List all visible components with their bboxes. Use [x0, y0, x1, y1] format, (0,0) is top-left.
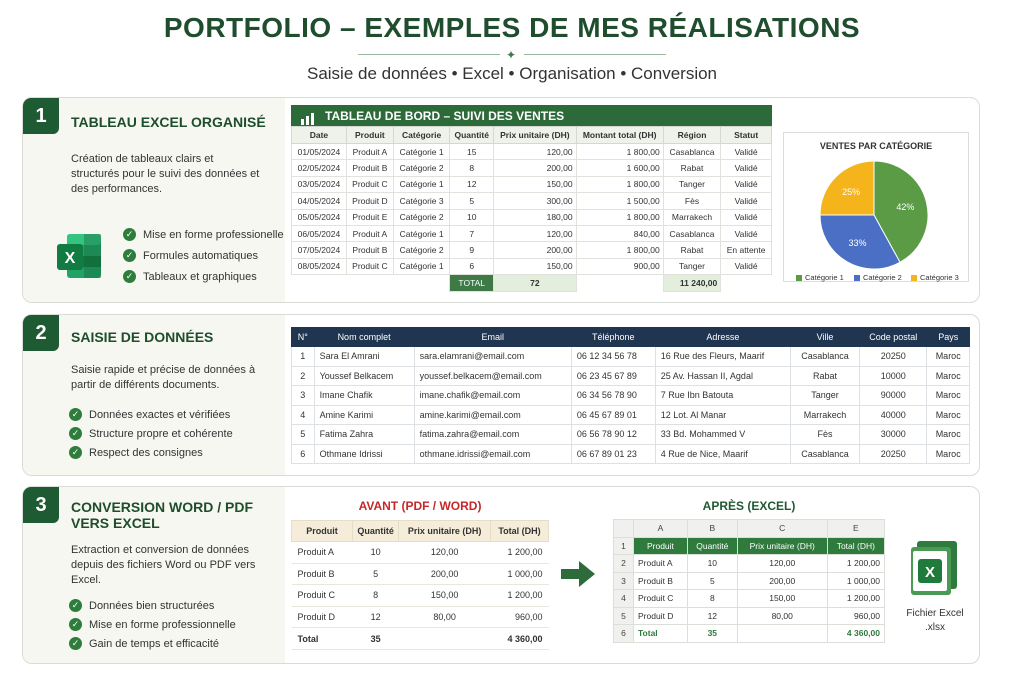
- check-icon: ✓: [69, 408, 82, 421]
- table-cell: 01/05/2024: [292, 144, 347, 160]
- col-header: Téléphone: [571, 328, 655, 347]
- table-cell: Casablanca: [663, 144, 721, 160]
- table-cell: youssef.belkacem@email.com: [414, 366, 571, 386]
- excel-file-icon: [905, 539, 965, 606]
- table-cell: 5: [292, 425, 315, 445]
- table-cell: Validé: [721, 193, 772, 209]
- table-cell: Fatima Zahra: [314, 425, 414, 445]
- table-cell: Produit B: [292, 563, 353, 585]
- table-cell: imane.chafik@email.com: [414, 386, 571, 406]
- table-cell: 90000: [860, 386, 927, 406]
- section-1-sidebar: [23, 98, 285, 302]
- legend-item: Catégorie 3: [911, 273, 959, 282]
- contacts-table: [291, 327, 970, 464]
- table-cell: Maroc: [927, 405, 970, 425]
- section-title: TABLEAU EXCEL ORGANISÉ: [71, 114, 266, 130]
- table-cell: 25 Av. Hassan II, Agdal: [655, 366, 790, 386]
- table-cell: 8: [353, 585, 399, 607]
- table-cell: othmane.idrissi@email.com: [414, 444, 571, 464]
- table-cell: Catégorie 1: [393, 144, 449, 160]
- table-cell: Maroc: [927, 347, 970, 367]
- col-letter: E: [827, 520, 884, 538]
- table-cell: 1 800,00: [576, 144, 663, 160]
- table-cell: 7: [450, 225, 494, 241]
- table-cell: 1 800,00: [576, 209, 663, 225]
- bullet-item: ✓ Données bien structurées: [69, 599, 214, 612]
- row-number: 1: [614, 537, 634, 555]
- table-cell: Tanger: [790, 386, 859, 406]
- col-header: Montant total (DH): [576, 127, 663, 144]
- bullet-item: ✓ Gain de temps et efficacité: [69, 637, 219, 650]
- col-header: Total (DH): [491, 521, 549, 542]
- bullet-item: ✓ Données exactes et vérifiées: [69, 408, 230, 421]
- col-header: Produit: [346, 127, 393, 144]
- total-label: TOTAL: [450, 275, 494, 291]
- table-cell: 6: [450, 258, 494, 274]
- total-row: [292, 275, 772, 291]
- table-cell: Fès: [790, 425, 859, 445]
- table-cell: Youssef Belkacem: [314, 366, 414, 386]
- sales-table: [291, 126, 772, 292]
- section-title-line-1: CONVERSION WORD / PDF: [71, 499, 254, 515]
- table-cell: Rabat: [790, 366, 859, 386]
- table-cell: 07/05/2024: [292, 242, 347, 258]
- table-cell: 20250: [860, 444, 927, 464]
- after-excel-table: [613, 519, 885, 643]
- table-cell: 1 000,00: [827, 572, 884, 590]
- table-cell: 33 Bd. Mohammed V: [655, 425, 790, 445]
- table-cell: 1 200,00: [491, 585, 549, 607]
- table-cell: Catégorie 2: [393, 209, 449, 225]
- table-cell: Maroc: [927, 444, 970, 464]
- svg-text:X: X: [924, 564, 936, 581]
- total-cell: 4 360,00: [491, 628, 549, 650]
- table-cell: 80,00: [399, 606, 491, 628]
- col-header: Nom complet: [314, 328, 414, 347]
- before-label: AVANT (PDF / WORD): [358, 499, 482, 513]
- table-row: [292, 542, 549, 564]
- section-title: SAISIE DE DONNÉES: [71, 329, 214, 345]
- pie-chart: [784, 153, 970, 283]
- page-header: [0, 12, 1024, 44]
- excel-icon: [53, 230, 105, 287]
- table-cell: 12: [450, 176, 494, 192]
- total-row: [292, 628, 549, 650]
- table-cell: 10: [353, 542, 399, 564]
- col-header: Statut: [721, 127, 772, 144]
- table-cell: Rabat: [663, 160, 721, 176]
- table-row: [292, 160, 772, 176]
- table-cell: Maroc: [927, 386, 970, 406]
- col-header: Quantité: [450, 127, 494, 144]
- col-header: Produit: [292, 521, 353, 542]
- table-cell: 180,00: [494, 209, 576, 225]
- table-cell: 1 200,00: [827, 555, 884, 573]
- table-cell: En attente: [721, 242, 772, 258]
- col-header: Prix unitaire (DH): [494, 127, 576, 144]
- col-header: Quantité: [687, 537, 737, 555]
- table-cell: Produit D: [634, 607, 688, 625]
- table-cell: 4: [292, 405, 315, 425]
- table-cell: 900,00: [576, 258, 663, 274]
- section-description: Saisie rapide et précise de données à partir de différents documents.: [71, 364, 256, 391]
- bullet-item: ✓ Formules automatiques: [123, 249, 258, 262]
- table-cell: Casablanca: [663, 225, 721, 241]
- col-header: Ville: [790, 328, 859, 347]
- header-divider-right: [524, 54, 666, 55]
- table-cell: Produit A: [346, 225, 393, 241]
- chart-title: VENTES PAR CATÉGORIE: [819, 141, 933, 151]
- table-row: [614, 590, 885, 608]
- table-cell: 200,00: [494, 160, 576, 176]
- row-number: 6: [614, 625, 634, 643]
- empty-cell: [346, 275, 393, 291]
- table-cell: Rabat: [663, 242, 721, 258]
- total-cell: 4 360,00: [827, 625, 884, 643]
- table-cell: 06 34 56 78 90: [571, 386, 655, 406]
- table-row: [614, 555, 885, 573]
- empty-cell: [576, 275, 663, 291]
- table-cell: Produit C: [292, 585, 353, 607]
- table-cell: 3: [292, 386, 315, 406]
- table-cell: Sara El Amrani: [314, 347, 414, 367]
- check-icon: ✓: [123, 228, 136, 241]
- total-cell: [399, 628, 491, 650]
- section-data-entry: [22, 314, 980, 476]
- row-number: 5: [614, 607, 634, 625]
- table-cell: Imane Chafik: [314, 386, 414, 406]
- table-cell: Produit C: [346, 176, 393, 192]
- table-cell: 1: [292, 347, 315, 367]
- after-label: APRÈS (EXCEL): [702, 499, 796, 513]
- table-row: [292, 405, 970, 425]
- bullet-item: ✓ Tableaux et graphiques: [123, 270, 257, 283]
- table-cell: Tanger: [663, 176, 721, 192]
- table-cell: 06 67 89 01 23: [571, 444, 655, 464]
- total-cell: 35: [687, 625, 737, 643]
- table-cell: 06/05/2024: [292, 225, 347, 241]
- table-cell: 04/05/2024: [292, 193, 347, 209]
- table-cell: Produit A: [346, 144, 393, 160]
- row-number: 3: [614, 572, 634, 590]
- table-row: [614, 572, 885, 590]
- table-cell: 200,00: [494, 242, 576, 258]
- table-cell: 16 Rue des Fleurs, Maarif: [655, 347, 790, 367]
- table-row: [292, 225, 772, 241]
- table-cell: 960,00: [827, 607, 884, 625]
- col-header: Catégorie: [393, 127, 449, 144]
- table-cell: 200,00: [399, 563, 491, 585]
- table-row: [292, 193, 772, 209]
- pie-chart-card: [783, 132, 969, 282]
- table-cell: 2: [292, 366, 315, 386]
- total-cell: [737, 625, 827, 643]
- section-description: Extraction et conversion de données depuis des fichiers Word ou PDF vers Excel.: [71, 544, 256, 586]
- col-letter: C: [737, 520, 827, 538]
- check-icon: ✓: [69, 446, 82, 459]
- table-cell: Produit C: [634, 590, 688, 608]
- table-cell: 7 Rue Ibn Batouta: [655, 386, 790, 406]
- table-cell: 150,00: [494, 258, 576, 274]
- check-icon: ✓: [69, 599, 82, 612]
- table-cell: 1 200,00: [827, 590, 884, 608]
- bullet-item: ✓ Respect des consignes: [69, 446, 203, 459]
- page-subtitle: Saisie de données • Excel • Organisation • Conversion: [306, 64, 718, 83]
- table-cell: Produit B: [346, 160, 393, 176]
- page-title: PORTFOLIO – EXEMPLES DE MES RÉALISATIONS: [163, 12, 861, 43]
- total-row: [614, 625, 885, 643]
- check-icon: ✓: [69, 637, 82, 650]
- table-row: [292, 366, 970, 386]
- svg-text:X: X: [64, 250, 76, 267]
- table-cell: 300,00: [494, 193, 576, 209]
- total-cell: Total: [292, 628, 353, 650]
- col-header: Prix unitaire (DH): [737, 537, 827, 555]
- table-cell: Validé: [721, 225, 772, 241]
- table-cell: 30000: [860, 425, 927, 445]
- table-cell: 4 Rue de Nice, Maarif: [655, 444, 790, 464]
- col-letter: A: [634, 520, 688, 538]
- table-cell: 03/05/2024: [292, 176, 347, 192]
- table-cell: Tanger: [663, 258, 721, 274]
- table-row: [292, 258, 772, 274]
- table-cell: 150,00: [399, 585, 491, 607]
- legend-swatch: [911, 275, 917, 281]
- table-row: [292, 585, 549, 607]
- empty-cell: [393, 275, 449, 291]
- table-cell: 150,00: [494, 176, 576, 192]
- legend-item: Catégorie 1: [796, 273, 844, 282]
- table-row: [292, 209, 772, 225]
- corner-cell: [614, 520, 634, 538]
- section-excel-table: [22, 97, 980, 303]
- table-cell: Produit C: [346, 258, 393, 274]
- table-cell: 6: [292, 444, 315, 464]
- table-cell: 10: [450, 209, 494, 225]
- table-cell: 06 56 78 90 12: [571, 425, 655, 445]
- check-icon: ✓: [69, 618, 82, 631]
- table-cell: 8: [450, 160, 494, 176]
- table-cell: Fès: [663, 193, 721, 209]
- empty-cell: [721, 275, 772, 291]
- table-cell: 200,00: [737, 572, 827, 590]
- table-cell: Catégorie 2: [393, 242, 449, 258]
- col-header: Prix unitaire (DH): [399, 521, 491, 542]
- table-cell: Amine Karimi: [314, 405, 414, 425]
- table-cell: 1 000,00: [491, 563, 549, 585]
- table-cell: 10000: [860, 366, 927, 386]
- table-cell: 960,00: [491, 606, 549, 628]
- col-header: Date: [292, 127, 347, 144]
- excel-header-row: [614, 537, 885, 555]
- table-cell: 06 45 67 89 01: [571, 405, 655, 425]
- table-cell: 120,00: [737, 555, 827, 573]
- check-icon: ✓: [69, 427, 82, 440]
- table-cell: 120,00: [399, 542, 491, 564]
- table-cell: Catégorie 3: [393, 193, 449, 209]
- table-cell: Casablanca: [790, 347, 859, 367]
- table-cell: 1 500,00: [576, 193, 663, 209]
- col-header: Quantité: [353, 521, 399, 542]
- arrow-right-icon: [561, 561, 595, 592]
- table-cell: 08/05/2024: [292, 258, 347, 274]
- row-number: 4: [614, 590, 634, 608]
- section-number: 1: [23, 98, 59, 134]
- table-cell: sara.elamrani@email.com: [414, 347, 571, 367]
- section-number: 3: [23, 487, 59, 523]
- header-divider-left: [358, 54, 500, 55]
- table-cell: Produit B: [346, 242, 393, 258]
- table-cell: 120,00: [494, 225, 576, 241]
- row-number: 2: [614, 555, 634, 573]
- col-header: N°: [292, 328, 315, 347]
- table-row: [614, 607, 885, 625]
- table-cell: Validé: [721, 160, 772, 176]
- table-cell: 80,00: [737, 607, 827, 625]
- table-cell: 8: [687, 590, 737, 608]
- col-header: Email: [414, 328, 571, 347]
- section-title-line-2: VERS EXCEL: [71, 515, 160, 531]
- table-cell: 840,00: [576, 225, 663, 241]
- file-label: Fichier Excel .xlsx: [906, 608, 964, 633]
- dashboard-title-bar: [291, 105, 772, 127]
- bullet-item: ✓ Structure propre et cohérente: [69, 427, 233, 440]
- section-conversion: [22, 486, 980, 664]
- total-cell: Total: [634, 625, 688, 643]
- col-header: Produit: [634, 537, 688, 555]
- table-cell: Catégorie 1: [393, 176, 449, 192]
- table-row: [292, 144, 772, 160]
- table-cell: Maroc: [927, 366, 970, 386]
- check-icon: ✓: [123, 249, 136, 262]
- table-row: [292, 444, 970, 464]
- table-cell: amine.karimi@email.com: [414, 405, 571, 425]
- col-header: Pays: [927, 328, 970, 347]
- table-cell: 15: [450, 144, 494, 160]
- table-cell: fatima.zahra@email.com: [414, 425, 571, 445]
- table-cell: 20250: [860, 347, 927, 367]
- legend-swatch: [796, 275, 802, 281]
- table-cell: 120,00: [494, 144, 576, 160]
- table-cell: 5: [687, 572, 737, 590]
- slice-label: 25%: [842, 187, 861, 198]
- total-amount: 11 240,00: [663, 275, 721, 291]
- table-row: [292, 386, 970, 406]
- table-cell: Casablanca: [790, 444, 859, 464]
- table-cell: Produit E: [346, 209, 393, 225]
- col-header: Adresse: [655, 328, 790, 347]
- table-cell: 05/05/2024: [292, 209, 347, 225]
- bullet-item: ✓ Mise en forme professionnelle: [69, 618, 236, 631]
- table-cell: Maroc: [927, 425, 970, 445]
- before-table: [291, 520, 549, 650]
- table-cell: 06 23 45 67 89: [571, 366, 655, 386]
- table-row: [292, 563, 549, 585]
- table-cell: Marrakech: [790, 405, 859, 425]
- bullet-item: ✓ Mise en forme professionelle: [123, 228, 284, 241]
- legend-swatch: [854, 275, 860, 281]
- table-cell: Catégorie 1: [393, 258, 449, 274]
- table-cell: Validé: [721, 258, 772, 274]
- table-cell: 12: [353, 606, 399, 628]
- slice-label: 42%: [896, 201, 915, 212]
- table-cell: 06 12 34 56 78: [571, 347, 655, 367]
- table-cell: Produit D: [346, 193, 393, 209]
- table-cell: Validé: [721, 176, 772, 192]
- table-cell: 1 800,00: [576, 242, 663, 258]
- dashboard-title: TABLEAU DE BORD – SUIVI DES VENTES: [325, 109, 565, 123]
- table-cell: 1 800,00: [576, 176, 663, 192]
- table-cell: Catégorie 2: [393, 160, 449, 176]
- table-cell: Produit D: [292, 606, 353, 628]
- table-cell: Produit A: [634, 555, 688, 573]
- total-cell: 35: [353, 628, 399, 650]
- empty-cell: [292, 275, 347, 291]
- table-row: [292, 176, 772, 192]
- col-header: Total (DH): [827, 537, 884, 555]
- legend-item: Catégorie 2: [854, 273, 902, 282]
- table-cell: Marrakech: [663, 209, 721, 225]
- diamond-icon: ✦: [506, 48, 517, 62]
- table-cell: Validé: [721, 209, 772, 225]
- table-cell: 40000: [860, 405, 927, 425]
- table-cell: 02/05/2024: [292, 160, 347, 176]
- section-description: Création de tableaux clairs et structurés pour le suivi des données et des performances.: [71, 153, 260, 195]
- table-cell: Produit B: [634, 572, 688, 590]
- table-cell: Catégorie 1: [393, 225, 449, 241]
- table-cell: 5: [353, 563, 399, 585]
- section-number: 2: [23, 315, 59, 351]
- table-cell: 12 Lot. Al Manar: [655, 405, 790, 425]
- table-row: [292, 347, 970, 367]
- table-cell: 12: [687, 607, 737, 625]
- col-header: Code postal: [860, 328, 927, 347]
- table-cell: 5: [450, 193, 494, 209]
- section-2-sidebar: [23, 315, 285, 475]
- table-cell: 9: [450, 242, 494, 258]
- total-quantity: 72: [494, 275, 576, 291]
- table-cell: Othmane Idrissi: [314, 444, 414, 464]
- table-cell: Validé: [721, 144, 772, 160]
- table-cell: 1 600,00: [576, 160, 663, 176]
- table-row: [292, 606, 549, 628]
- col-header: Région: [663, 127, 721, 144]
- check-icon: ✓: [123, 270, 136, 283]
- col-letter: B: [687, 520, 737, 538]
- section-3-sidebar: [23, 487, 285, 663]
- table-row: [292, 425, 970, 445]
- table-cell: 1 200,00: [491, 542, 549, 564]
- table-cell: 10: [687, 555, 737, 573]
- table-cell: 150,00: [737, 590, 827, 608]
- table-row: [292, 242, 772, 258]
- slice-label: 33%: [848, 237, 867, 248]
- table-cell: Produit A: [292, 542, 353, 564]
